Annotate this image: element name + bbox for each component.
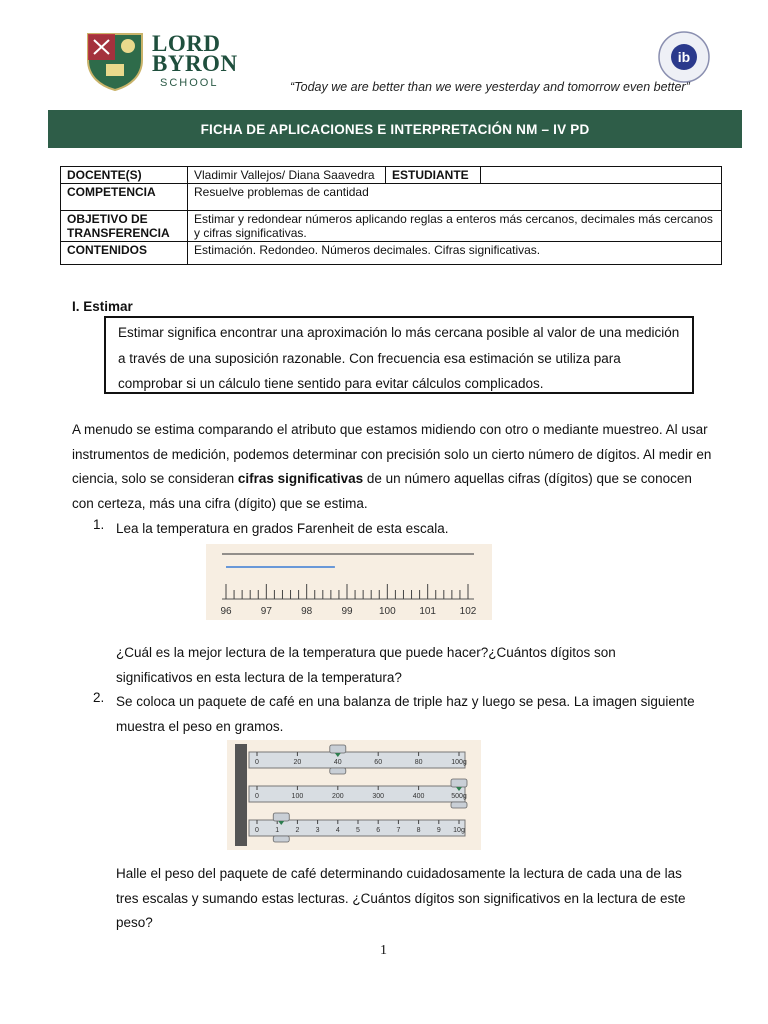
competencia-value: Resuelve problemas de cantidad bbox=[188, 184, 722, 211]
thermometer-tick-label: 102 bbox=[459, 606, 477, 617]
balance-tick-label: 60 bbox=[374, 759, 383, 766]
balance-tick-label: 8 bbox=[416, 827, 421, 834]
balance-tick-label: 300 bbox=[372, 793, 385, 800]
balance-tick-label: 80 bbox=[414, 759, 423, 766]
balance-rider-base bbox=[451, 802, 467, 808]
balance-tick-label: 5 bbox=[356, 827, 360, 834]
balance-tick-label: 20 bbox=[293, 759, 302, 766]
intro-text-before: A menudo se estima comparando el atributo que estamos midiendo con otro o mediante muestreo. Al usar instrumentos de medición, podemos determinar con precisión solo un cierto número de dígitos. Al medir en ciencia, solo se consideran bbox=[72, 422, 712, 486]
table-row bbox=[61, 211, 722, 242]
balance-tick-label: 6 bbox=[376, 827, 381, 834]
balance-tick-label: 40 bbox=[333, 759, 342, 766]
estudiante-label: ESTUDIANTE bbox=[386, 167, 481, 184]
table-row bbox=[61, 242, 722, 265]
thermometer-scale-image bbox=[206, 544, 492, 620]
thermometer-tick-label: 100 bbox=[378, 606, 396, 617]
contenidos-value: Estimación. Redondeo. Números decimales. Cifras significativas. bbox=[188, 242, 722, 265]
thermometer-tick-label: 96 bbox=[220, 606, 232, 617]
ib-world-school-logo bbox=[657, 30, 711, 84]
definition-box: Estimar significa encontrar una aproximación lo más cercana posible al valor de una medición a través de una suposición razonable. Con frecuencia esa estimación se utiliza para comprobar si un cálculo tiene sentido para evitar cálculos complicados. bbox=[104, 316, 694, 394]
intro-text-after: de un número aquellas cifras (dígitos) que se conocen con certeza, más una cifra (dígito) que se estima. bbox=[72, 471, 692, 511]
balance-beams bbox=[249, 745, 467, 842]
balance-beam bbox=[249, 752, 465, 768]
balance-tick-label: 200 bbox=[331, 793, 344, 800]
question-1-followup: ¿Cuál es la mejor lectura de la temperatura que puede hacer?¿Cuántos dígitos son significativos en esta lectura de la temperatura? bbox=[116, 645, 616, 685]
thermometer-tick-label: 98 bbox=[301, 606, 313, 617]
contenidos-label: CONTENIDOS bbox=[61, 242, 188, 265]
school-name bbox=[152, 31, 238, 89]
question-2-followup: Halle el peso del paquete de café determinando cuidadosamente la lectura de cada una de las tres escalas y sumando estas lecturas. ¿Cuántos dígitos son significativos en la lectura de este peso? bbox=[116, 866, 686, 930]
balance-tick-label: 0 bbox=[255, 759, 259, 766]
balance-rider bbox=[330, 745, 346, 753]
balance-tick-label: 1 bbox=[275, 827, 280, 834]
balance-tick-label: 4 bbox=[335, 827, 340, 834]
section-title: I. Estimar bbox=[72, 299, 133, 314]
worksheet-title: FICHA DE APLICACIONES E INTERPRETACIÓN NM – IV PD bbox=[200, 121, 590, 137]
balance-rider bbox=[273, 813, 289, 821]
school-motto: “Today we are better than we were yesterday and tomorrow even better” bbox=[290, 80, 690, 94]
svg-text:ib: ib bbox=[677, 49, 691, 65]
intro-paragraph bbox=[72, 418, 712, 516]
balance-tick-label: 400 bbox=[412, 793, 425, 800]
school-name-line2: BYRON bbox=[152, 51, 238, 76]
competencia-label: COMPETENCIA bbox=[61, 184, 188, 211]
balance-tick-label: 7 bbox=[396, 827, 401, 834]
question-2-number: 2. bbox=[93, 690, 105, 705]
page-number: 1 bbox=[380, 943, 387, 958]
balance-tick-label: 100 bbox=[291, 793, 304, 800]
balance-tick-label: 100g bbox=[451, 759, 467, 766]
info-table bbox=[60, 166, 722, 265]
balance-tick-label: 9 bbox=[436, 827, 441, 834]
balance-beam bbox=[249, 786, 465, 802]
school-name-line3: SCHOOL bbox=[160, 77, 219, 89]
triple-beam-balance-image bbox=[227, 740, 481, 850]
docente-value: Vladimir Vallejos/ Diana Saavedra bbox=[188, 167, 386, 184]
school-name-line1: LORD bbox=[152, 31, 221, 56]
table-row bbox=[61, 184, 722, 211]
objetivo-value: Estimar y redondear números aplicando reglas a enteros más cercanos, decimales más cercanos y cifras significativas. bbox=[188, 211, 722, 242]
balance-rider bbox=[451, 779, 467, 787]
question-1-text: Lea la temperatura en grados Farenheit de esta escala. bbox=[116, 521, 449, 536]
thermometer-tick-label: 99 bbox=[341, 606, 353, 617]
objetivo-label: OBJETIVO DE TRANSFERENCIA bbox=[61, 211, 188, 242]
school-crest-logo bbox=[84, 30, 146, 92]
thermometer-labels bbox=[220, 606, 476, 617]
balance-tick-label: 2 bbox=[295, 827, 300, 834]
estudiante-field[interactable] bbox=[481, 167, 722, 184]
balance-tick-label: 3 bbox=[315, 827, 320, 834]
balance-tick-label: 10g bbox=[453, 827, 465, 834]
intro-bold-term: cifras significativas bbox=[237, 471, 364, 486]
balance-tick-label: 500g bbox=[451, 793, 467, 800]
balance-rider-base bbox=[273, 836, 289, 842]
thermometer-tick-label: 97 bbox=[260, 606, 272, 617]
docente-label: DOCENTE(S) bbox=[61, 167, 188, 184]
balance-rider-base bbox=[330, 768, 346, 774]
thermometer-ticks bbox=[226, 584, 468, 599]
question-1-number: 1. bbox=[93, 517, 105, 532]
thermometer-tick-label: 101 bbox=[419, 606, 437, 617]
worksheet-title-bar bbox=[48, 110, 742, 148]
question-2-text: Se coloca un paquete de café en una balanza de triple haz y luego se pesa. La imagen siguiente muestra el peso en gramos. bbox=[116, 694, 695, 734]
balance-tick-label: 0 bbox=[255, 827, 259, 834]
balance-tick-label: 0 bbox=[255, 793, 259, 800]
table-row bbox=[61, 167, 722, 184]
